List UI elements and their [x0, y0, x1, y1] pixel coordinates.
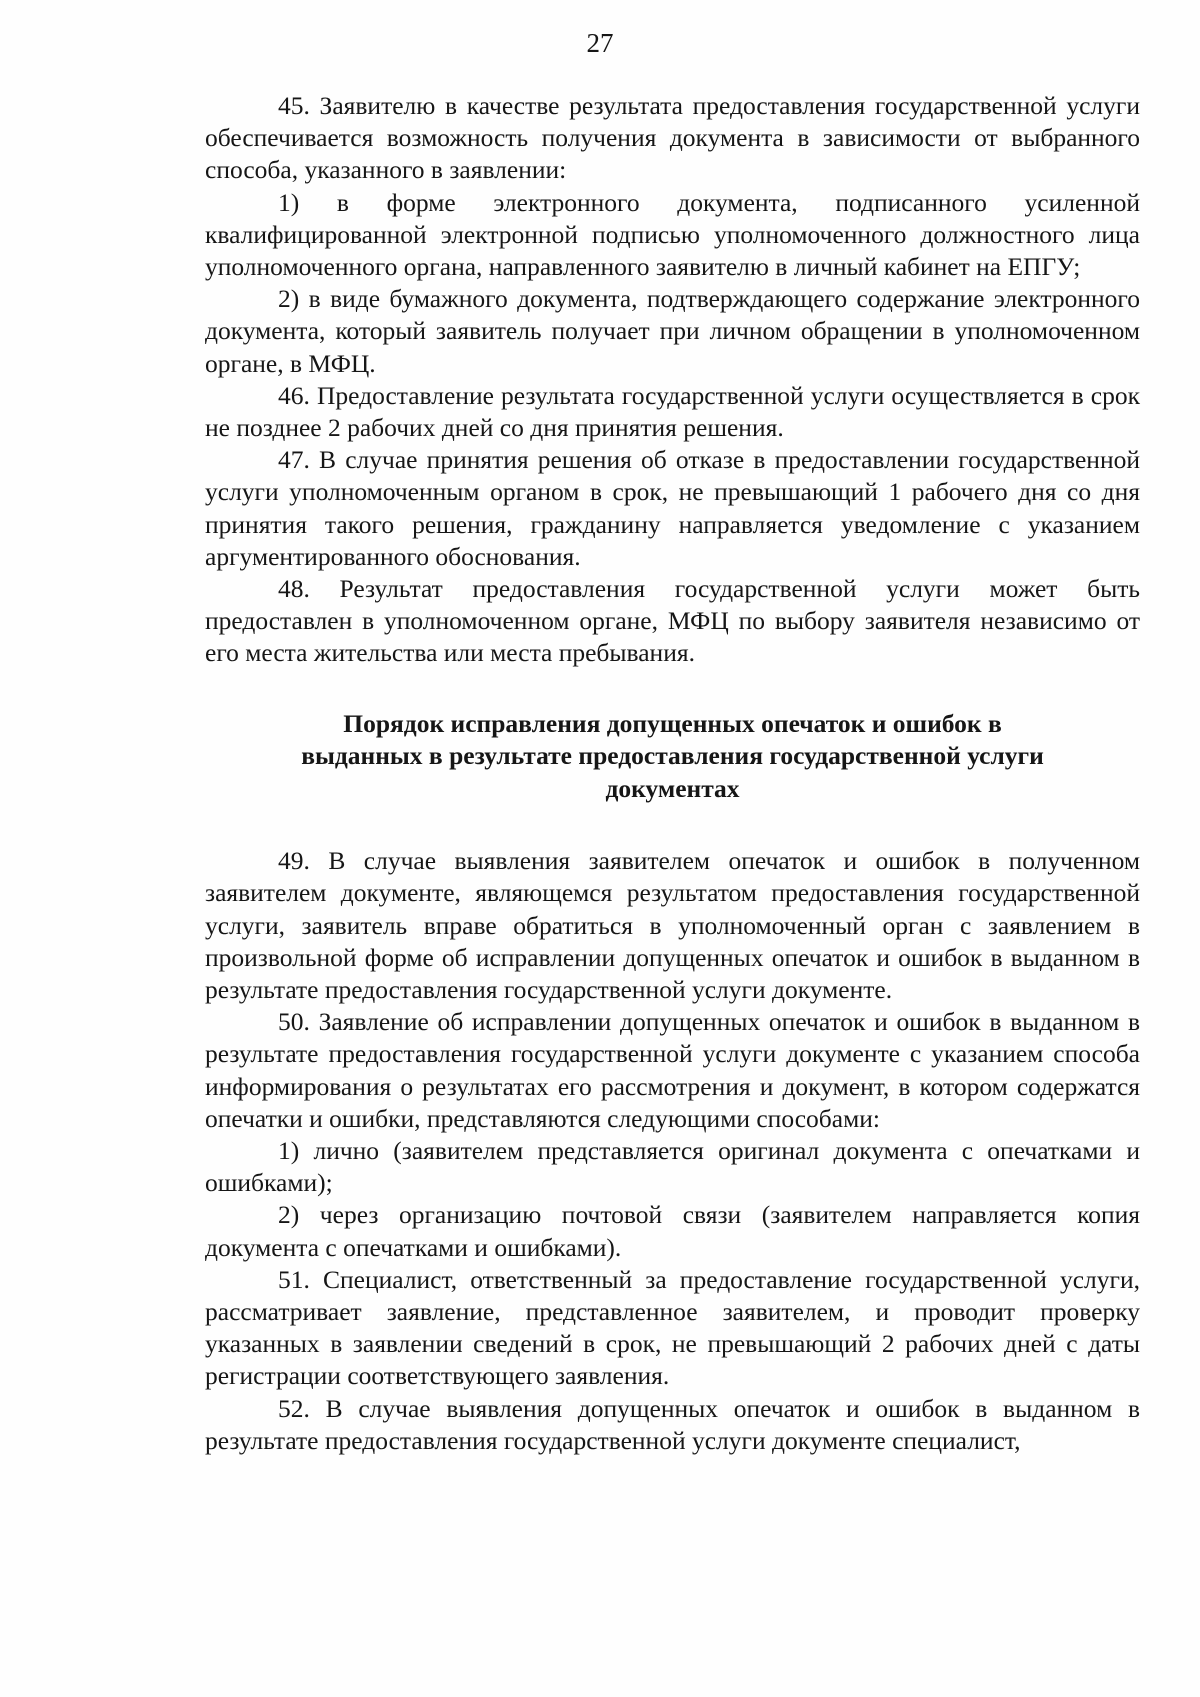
paragraph-45-item-1: 1) в форме электронного документа, подписанного усиленной квалифицированной электронной подписью уполномоченного должностного лица уполномоченного органа, направленного заявителю в личный кабинет на ЕПГУ; — [205, 187, 1140, 282]
section-heading-line-1: Порядок исправления допущенных опечаток и ошибок в — [343, 708, 1002, 738]
paragraph-50-item-2: 2) через организацию почтовой связи (заявителем направляется копия документа с опечатками и ошибками). — [205, 1200, 1140, 1262]
document-body — [205, 90, 1140, 1457]
paragraph-49: 49. В случае выявления заявителем опечаток и ошибок в полученном заявителем документе, являющемся результатом предоставления государственной услуги, заявитель вправе обратиться в уполномоченный орган с заявлением в произвольной форме об исправлении допущенных опечаток и ошибок в выданном в результате предоставления государственной услуги документе. — [205, 846, 1140, 1004]
paragraph-45-item-2: 2) в виде бумажного документа, подтверждающего содержание электронного документа, который заявитель получает при личном обращении в уполномоченном органе, в МФЦ. — [205, 284, 1140, 378]
paragraph-47: 47. В случае принятия решения об отказе в предоставлении государственной услуги уполномоченным органом в срок, не превышающий 1 рабочего дня со дня принятия такого решения, гражданину направляется уведомление с указанием аргументированного обоснования. — [205, 445, 1140, 571]
paragraph-48: 48. Результат предоставления государственной услуги может быть предоставлен в уполномоченном органе, МФЦ по выбору заявителя независимо от его места жительства или места пребывания. — [205, 574, 1140, 668]
page-number: 27 — [586, 28, 614, 58]
paragraph-52: 52. В случае выявления допущенных опечаток и ошибок в выданном в результате предоставления государственной услуги документе специалист, — [205, 1393, 1140, 1455]
paragraph-45: 45. Заявителю в качестве результата предоставления государственной услуги обеспечивается возможность получения документа в зависимости от выбранного способа, указанного в заявлении: — [205, 91, 1140, 185]
section-heading-line-3: документах — [605, 773, 740, 803]
paragraph-50-item-1: 1) лично (заявителем представляется оригинал документа с опечатками и ошибками); — [205, 1135, 1140, 1198]
section-heading-line-2: выданных в результате предоставления государственной услуги — [301, 741, 1044, 771]
paragraph-50: 50. Заявление об исправлении допущенных опечаток и ошибок в выданном в результате предоставления государственной услуги документе с указанием способа информирования о результатах его рассмотрения и документ, в котором содержатся опечатки и ошибки, представляются следующими способами: — [205, 1007, 1140, 1133]
paragraph-46: 46. Предоставление результата государственной услуги осуществляется в срок не позднее 2 рабочих дней со дня принятия решения. — [205, 380, 1140, 443]
paragraph-51: 51. Специалист, ответственный за предоставление государственной услуги, рассматривает заявление, представленное заявителем, и проводит проверку указанных в заявлении сведений в срок, не превышающий 2 рабочих дней с даты регистрации соответствующего заявления. — [205, 1264, 1140, 1391]
section-heading — [205, 708, 1140, 806]
